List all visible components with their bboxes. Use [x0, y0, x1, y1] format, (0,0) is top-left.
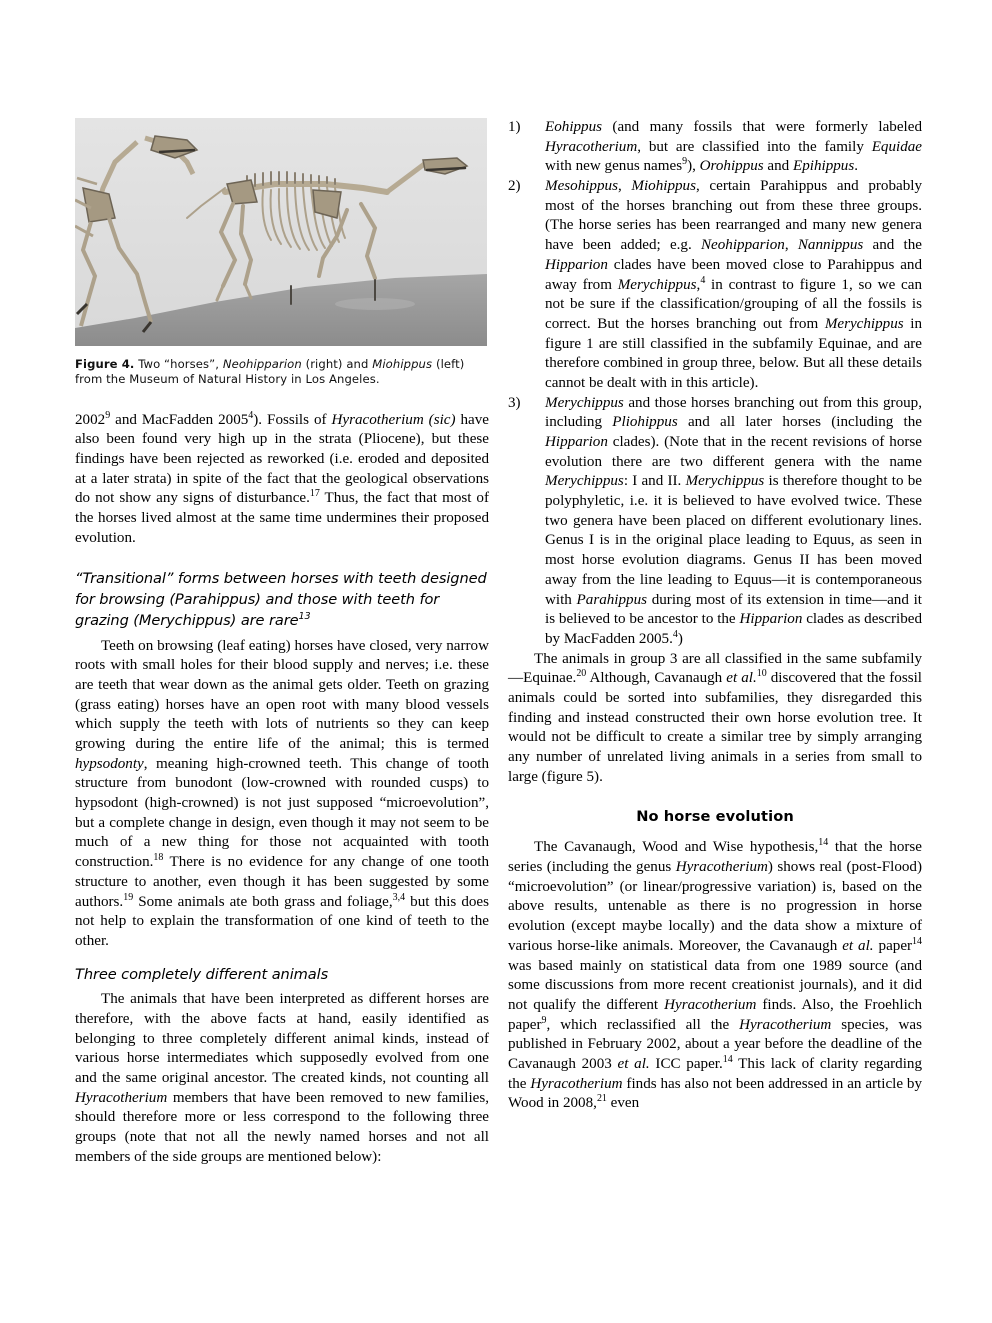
numbered-group-list	[508, 118, 922, 650]
spacer	[75, 548, 489, 569]
figure-4	[75, 118, 487, 388]
left-paragraph-3: The animals that have been interpreted as different horses are therefore, with the above facts at hand, easily identified as belonging to three completely different animal kinds, instead of various horse intermediates which supposedly evolved from one and the same original ancestor. The created kinds, not counting all Hyracotherium members that have been removed to new families, should therefore more or less correspond to the following three groups (note that not all the newly named horses and not all members of the side groups are mentioned below):	[75, 991, 489, 1165]
skeleton-photograph	[75, 118, 487, 346]
caption-text-a: Two “horses”,	[134, 357, 223, 371]
right-paragraph-group3: The animals in group 3 are all classified in the same subfamily—Equinae.$^{20}$ Although, Cavanaugh et al.$^{10}$ discovered that the fossil animals could be sorted into subfamilies, they disregarded this finding and instead constructed their own horse evolution tree. It would not be difficult to create a similar tree by simply arranging any number of unrelated living animals in a series from small to large (figure 5).	[508, 650, 922, 785]
right-paragraph-final: The Cavanaugh, Wood and Wise hypothesis,$^{14}$ that the horse series (including the genus Hyracotherium) shows real (post-Flood) “microevolution” (or linear/progressive variation) is, based on the above results, untenable as there is no progression in horse evolution (except maybe locally) and the data show a mixture of various horse-like animals. Moreover, the Cavanaugh et al. paper$^{14}$ was based mainly on statistical data from one 1989 source (and some discussions from more recent creationist journals), and it did not qualify the different Hyracotherium finds. Also, the Froehlich paper$^9$, which reclassified all the Hyracotherium species, was published in February 2002, about a year before the deadline of the Cavanaugh 2003 et al. ICC paper.$^{14}$ This lack of clarity regarding the Hyracotherium finds has also not been addressed in an article by Wood in 2008,21 even	[508, 837, 923, 1112]
caption-text-c: (left)	[432, 357, 465, 371]
list-marker: 1)	[508, 119, 521, 135]
list-item-text: Merychippus and those horses branching out from this group, including Pliohippus and all later horses (including the Hipparion clades). (Note that in the recent revisions of horse evolution there are two different genera with the name Merychippus: I and II. Merychippus is therefore thought to be polyphyletic, i.e. it is believed to have evolved twice. These two genera have been placed on different evolutionary lines. Genus I is in the original place leading to Equus, as seen in most horse evolution diagrams. Genus II has been moved away from the line leading to Equus—it is contemporaneous with Parahippus during most of its extension in time—and it is believed to be ancestor to the Hipparion clades as described by MacFadden 2005.$^4$)	[545, 394, 922, 647]
subheading-transitional-forms: “Transitional” forms between horses with teeth designed for browsing (Parahippus) and those with teeth for grazing (Merychippus) are rare$^{13}$	[75, 570, 487, 629]
right-column	[508, 118, 922, 1114]
list-marker: 2)	[508, 178, 521, 195]
left-column	[75, 118, 489, 1167]
figure-caption	[75, 357, 487, 388]
list-marker: 3)	[508, 394, 521, 411]
caption-line-2: from the Museum of Natural History in Los Angeles.	[75, 372, 380, 387]
section-heading-no-horse-evolution: No horse evolution	[636, 808, 794, 826]
list-item-text: Eohippus (and many fossils that were formerly labeled Hyracotherium, but are classified into the family Equidae with new genus names$^9$), Orohippus and Epihippus.	[545, 119, 922, 175]
spacer	[508, 787, 922, 808]
photo-svg	[75, 118, 487, 346]
list-item	[508, 394, 922, 650]
spacer	[75, 398, 489, 411]
list-item-text: Mesohippus, Miohippus, certain Parahippus and probably most of the horses branching out from these three groups. (The horse series has been rearranged and many new genera have been added; e.g. Neohipparion, Nannippus and the Hipparion clades have been moved close to Parahippus and away from Merychippus,$^4$ in contrast to figure 1, so we can not be sure if the classification/grouping of all the fossils is correct. But the horses branching out from Merychippus in figure 1 are still classified in the subfamily Equinae, and are therefore combined in group three, below. But all these details cannot be dealt with in this article).	[545, 178, 923, 391]
spacer	[75, 952, 489, 965]
list-item	[508, 177, 922, 394]
left-paragraph-1: 2002$^9$ and MacFadden 2005$^4$). Fossils of Hyracotherium (sic) have also been found very high up in the strata (Pliocene), but these findings have been rejected as reworked (i.e. eroded and deposited at a later strata) in spite of the fact that the geological observations do not show any signs of disturbance.$^{17}$ Thus, the fact that most of the horses lived almost at the same time undermines their proposed evolution.	[75, 409, 490, 546]
spacer	[508, 825, 922, 838]
figure-label: Figure 4.	[75, 357, 135, 371]
caption-species-neohipparion: Neohipparion	[222, 357, 302, 371]
caption-species-miohippus: Miohippus	[372, 357, 433, 371]
caption-text-b: (right) and	[301, 357, 373, 371]
subheading-three-different-animals: Three completely different animals	[75, 965, 329, 983]
left-paragraph-2: Teeth on browsing (leaf eating) horses have closed, very narrow roots with small holes for their blood supply and nerves; i.e. these are teeth that wear down as the animal gets older. Teeth on grazing (grass eating) horses have an open root with many blood vessels which supply the teeth with lots of nutrients so they can keep growing during the entire life of the animal; this is termed hypsodonty, meaning high-crowned teeth. This change of tooth structure from bunodont (low-crowned with rounded cusps) to hypsodont (high-crowned) is not just supposed “microevolution”, but a complete change in design, even though it may not seem to be much of a new thing for those not acquainted with tooth construction.$^{18}$ There is no evidence for any change of one tooth structure to another, even though it has been suggested by some authors.$^{19}$ Some animals ate both grass and foliage,$^{3,4}$ but this does not help to explain the transformation of one kind of teeth to the other.	[75, 637, 489, 949]
list-item	[508, 118, 922, 177]
